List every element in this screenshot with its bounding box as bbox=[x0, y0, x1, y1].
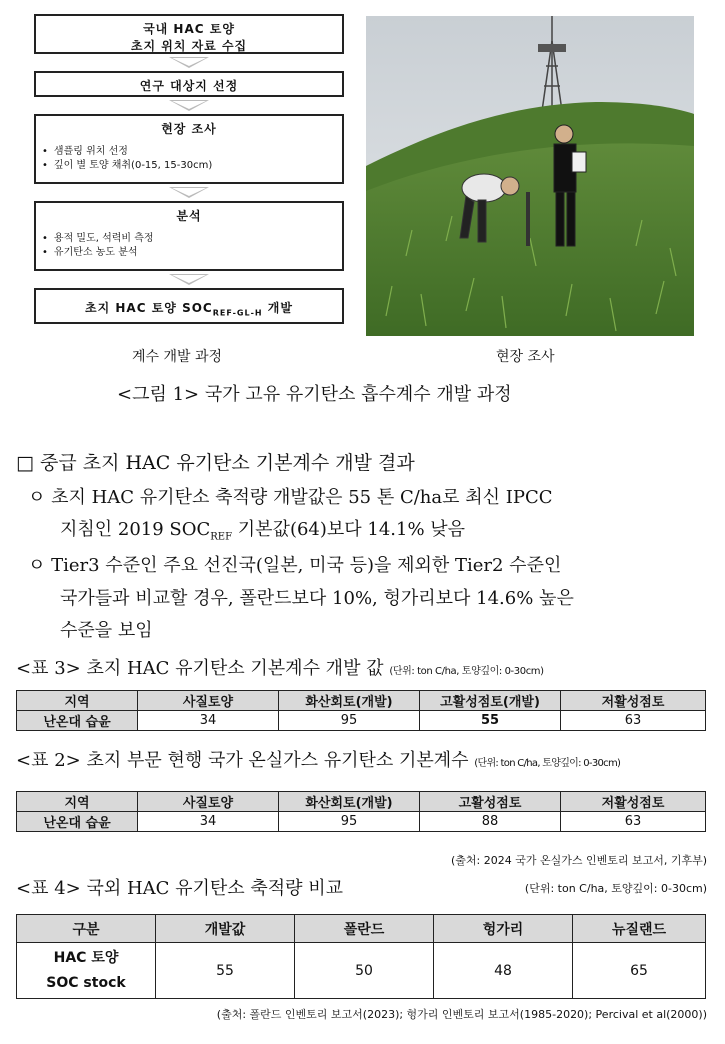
table2-header: 고활성점토 bbox=[420, 792, 561, 812]
table2-header: 저활성점토 bbox=[561, 792, 706, 812]
table4 bbox=[16, 914, 706, 999]
field-survey-photo bbox=[366, 16, 694, 336]
flow-step-label: 초지 위치 자료 수집 bbox=[130, 39, 248, 53]
flow-arrow-icon bbox=[169, 187, 209, 198]
flow-step-development bbox=[34, 288, 344, 324]
table3 bbox=[16, 690, 706, 731]
table2-source: (출처: 2024 국가 온실가스 인벤토리 보고서, 기후부) bbox=[450, 854, 707, 867]
flow-arrow-icon bbox=[169, 57, 209, 68]
table2-header: 사질토양 bbox=[138, 792, 279, 812]
table2-title: <표 2> 초지 부문 현행 국가 온실가스 유기탄소 기본계수 bbox=[16, 750, 469, 771]
table3-header: 화산회토(개발) bbox=[279, 691, 420, 711]
flow-step-site-selection bbox=[34, 71, 344, 97]
bullet-1-line-1: ㅇ 초지 HAC 유기탄소 축적량 개발값은 55 톤 C/ha로 최신 IPCC bbox=[28, 487, 553, 508]
table2 bbox=[16, 791, 706, 832]
table4-header: 개발값 bbox=[156, 915, 295, 943]
figure-title: <그림 1> 국가 고유 유기탄소 흡수계수 개발 과정 bbox=[117, 384, 512, 405]
table2-header: 지역 bbox=[17, 792, 138, 812]
table2-cell: 95 bbox=[279, 812, 420, 832]
table4-cell: 65 bbox=[573, 943, 706, 999]
table3-title: <표 3> 초지 HAC 유기탄소 기본계수 개발 값 bbox=[16, 658, 384, 679]
bullet-2-line-2: 국가들과 비교할 경우, 폴란드보다 10%, 헝가리보다 14.6% 높은 bbox=[60, 588, 574, 609]
flow-arrow-icon bbox=[169, 274, 209, 285]
table3-cell: 95 bbox=[279, 711, 420, 731]
flow-step-data-collection bbox=[34, 14, 344, 54]
table3-cell: 63 bbox=[561, 711, 706, 731]
table4-header: 뉴질랜드 bbox=[573, 915, 706, 943]
flow-step-label: 국내 HAC 토양 bbox=[143, 22, 235, 36]
table3-header: 사질토양 bbox=[138, 691, 279, 711]
table3-header: 고활성점토(개발) bbox=[420, 691, 561, 711]
table3-title-line bbox=[16, 654, 544, 680]
flow-step-label bbox=[36, 299, 342, 317]
flow-step-item: • 샘플링 위치 선정 bbox=[54, 145, 342, 159]
flow-step-item: • 용적 밀도, 석력비 측정 bbox=[54, 232, 342, 246]
table4-unit: (단위: ton C/ha, 토양깊이: 0-30cm) bbox=[524, 882, 707, 895]
flow-step-item: • 유기탄소 농도 분석 bbox=[54, 246, 342, 260]
flow-step-main: 초지 HAC 토양 SOC bbox=[85, 301, 213, 315]
table2-unit: (단위: ton C/ha, 토양깊이: 0-30cm) bbox=[474, 758, 621, 769]
table2-title-line bbox=[16, 746, 620, 772]
table3-cell-highlight: 55 bbox=[420, 711, 561, 731]
flow-step-tail: 개발 bbox=[262, 301, 293, 315]
table3-row-label: 난온대 습윤 bbox=[17, 711, 138, 731]
bullet-2-line-1: ㅇ Tier3 수준인 주요 선진국(일본, 미국 등)을 제외한 Tier2 수준인 bbox=[28, 555, 562, 576]
photo-caption: 현장 조사 bbox=[496, 349, 555, 365]
flowchart-caption: 계수 개발 과정 bbox=[132, 349, 223, 365]
flow-step-label: 연구 대상지 선정 bbox=[139, 79, 239, 93]
bullet-1-line-2 bbox=[60, 514, 465, 553]
bullet-1-sub: REF bbox=[210, 531, 233, 543]
table2-header: 화산회토(개발) bbox=[279, 792, 420, 812]
table2-row-label: 난온대 습윤 bbox=[17, 812, 138, 832]
table2-cell: 63 bbox=[561, 812, 706, 832]
flow-step-analysis bbox=[34, 201, 344, 271]
table4-row-label-line2: SOC stock bbox=[46, 974, 126, 991]
flow-step-field-survey bbox=[34, 114, 344, 184]
bullet-2-line-3: 수준을 보임 bbox=[60, 620, 153, 641]
table4-cell: 48 bbox=[434, 943, 573, 999]
bullet-1-text-a: 지침인 2019 SOC bbox=[60, 519, 211, 540]
table3-cell: 34 bbox=[138, 711, 279, 731]
flowchart bbox=[34, 14, 344, 324]
table4-row-label bbox=[17, 943, 156, 999]
table4-cell: 50 bbox=[295, 943, 434, 999]
table3-header: 지역 bbox=[17, 691, 138, 711]
table2-cell: 88 bbox=[420, 812, 561, 832]
flow-step-item: • 깊이 별 토양 채취(0-15, 15-30cm) bbox=[54, 159, 342, 173]
flow-arrow-icon bbox=[169, 100, 209, 111]
table4-row-label-line1: HAC 토양 bbox=[53, 949, 119, 966]
table4-header: 구분 bbox=[17, 915, 156, 943]
flow-step-sub: REF-GL-H bbox=[212, 308, 263, 318]
table4-source: (출처: 폴란드 인벤토리 보고서(2023); 헝가리 인벤토리 보고서(1985-2020); Percival et al(2000)) bbox=[216, 1008, 707, 1021]
table4-title: <표 4> 국외 HAC 유기탄소 축적량 비교 bbox=[16, 878, 344, 899]
table4-header: 폴란드 bbox=[295, 915, 434, 943]
flow-step-title: 분석 bbox=[176, 209, 202, 223]
section-heading: □ 중급 초지 HAC 유기탄소 기본계수 개발 결과 bbox=[16, 452, 415, 474]
table4-header: 헝가리 bbox=[434, 915, 573, 943]
table2-cell: 34 bbox=[138, 812, 279, 832]
table4-cell: 55 bbox=[156, 943, 295, 999]
flow-step-title: 현장 조사 bbox=[161, 122, 217, 136]
table3-unit: (단위: ton C/ha, 토양깊이: 0-30cm) bbox=[389, 666, 544, 677]
table3-header: 저활성점토 bbox=[561, 691, 706, 711]
field-photo-illustration bbox=[366, 16, 694, 336]
bullet-1-text-b: 기본값(64)보다 14.1% 낮음 bbox=[232, 519, 466, 540]
